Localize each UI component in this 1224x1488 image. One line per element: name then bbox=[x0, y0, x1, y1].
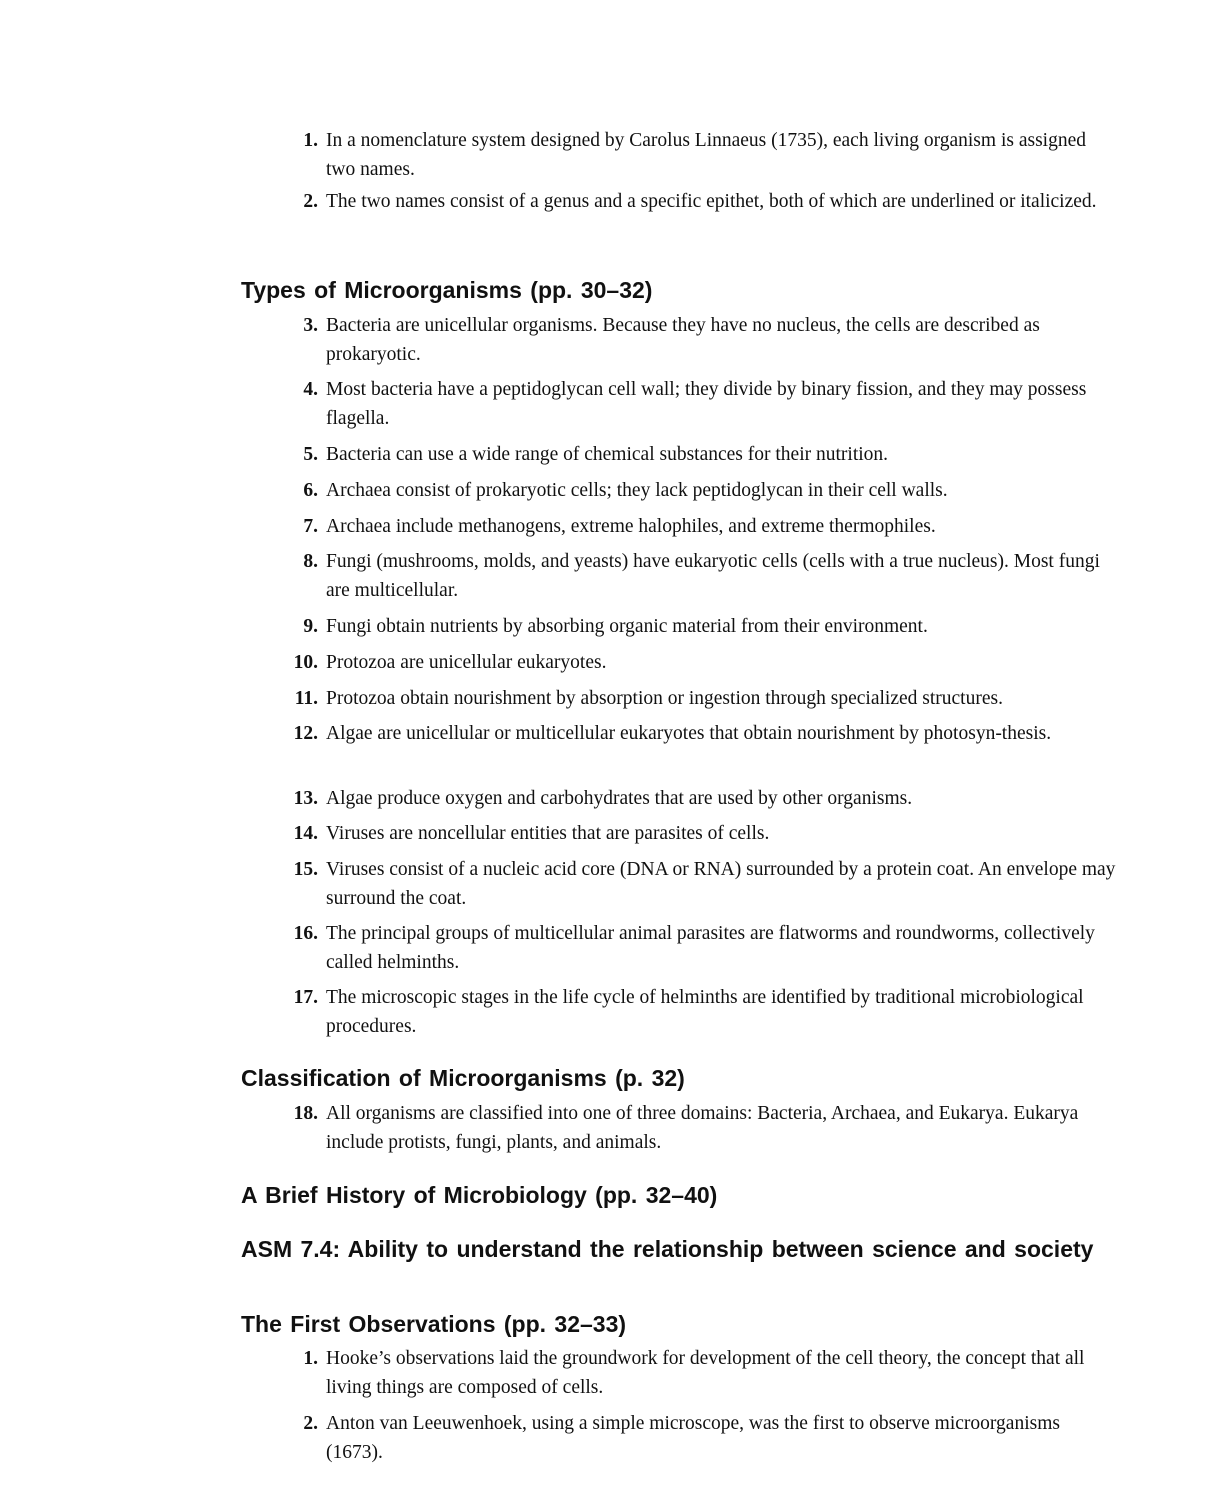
item-text: Protozoa are unicellular eukaryotes. bbox=[326, 652, 607, 673]
list-item bbox=[280, 684, 1120, 713]
item-number: 17. bbox=[293, 987, 318, 1008]
item-number: 11. bbox=[294, 688, 318, 709]
item-number: 13. bbox=[293, 788, 318, 809]
list-item bbox=[280, 784, 1120, 813]
section-heading-types: Types of Microorganisms (pp. 30–32) bbox=[241, 277, 653, 303]
item-number: 10. bbox=[293, 652, 318, 673]
item-text: Anton van Leeuwenhoek, using a simple microscope, was the first to observe microorganisms (1673). bbox=[326, 1413, 1060, 1463]
section-heading-classification: Classification of Microorganisms (p. 32) bbox=[241, 1065, 685, 1091]
list-item bbox=[280, 919, 1120, 977]
list-item bbox=[280, 1099, 1120, 1157]
list-item bbox=[280, 512, 1120, 541]
item-text: Bacteria can use a wide range of chemical substances for their nutrition. bbox=[326, 444, 889, 465]
item-text: Algae are unicellular or multicellular eukaryotes that obtain nourishment by photosyn-thesis. bbox=[326, 723, 1052, 744]
item-number: 12. bbox=[293, 723, 318, 744]
list-item bbox=[280, 983, 1120, 1041]
item-number: 6. bbox=[303, 480, 318, 501]
list-item bbox=[280, 1409, 1120, 1467]
item-number: 9. bbox=[303, 616, 318, 637]
section-heading-first-observations: The First Observations (pp. 32–33) bbox=[241, 1311, 627, 1337]
item-text: Bacteria are unicellular organisms. Because they have no nucleus, the cells are described as prokaryotic. bbox=[326, 315, 1040, 365]
item-text: Archaea consist of prokaryotic cells; they lack peptidoglycan in their cell walls. bbox=[326, 480, 948, 501]
item-text: All organisms are classified into one of three domains: Bacteria, Archaea, and Eukarya. Eukarya include protists, fungi, plants, and animals. bbox=[326, 1103, 1079, 1153]
list-item bbox=[280, 1344, 1120, 1402]
list-item bbox=[280, 311, 1120, 369]
item-text: Protozoa obtain nourishment by absorption or ingestion through specialized structures. bbox=[326, 688, 1003, 709]
item-text: The microscopic stages in the life cycle of helminths are identified by traditional microbiological procedures. bbox=[326, 987, 1084, 1037]
item-number: 15. bbox=[293, 859, 318, 880]
list-item bbox=[280, 476, 1120, 505]
item-text: Viruses consist of a nucleic acid core (DNA or RNA) surrounded by a protein coat. An envelope may surround the coat. bbox=[326, 859, 1116, 909]
section-heading-history: A Brief History of Microbiology (pp. 32–40) bbox=[241, 1182, 718, 1208]
list-item bbox=[280, 612, 1120, 641]
item-text: Archaea include methanogens, extreme halophiles, and extreme thermophiles. bbox=[326, 516, 936, 537]
list-item bbox=[280, 855, 1120, 913]
list-item bbox=[280, 547, 1120, 605]
item-number: 2. bbox=[303, 1413, 318, 1434]
item-text: Fungi obtain nutrients by absorbing organic material from their environment. bbox=[326, 616, 928, 637]
list-item bbox=[280, 440, 1120, 469]
item-text: The principal groups of multicellular animal parasites are flatworms and roundworms, collectively called helminths. bbox=[326, 923, 1095, 973]
list-item bbox=[280, 648, 1120, 677]
item-number: 18. bbox=[293, 1103, 318, 1124]
item-number: 4. bbox=[303, 379, 318, 400]
list-item bbox=[280, 375, 1120, 433]
item-number: 16. bbox=[293, 923, 318, 944]
item-text: Hooke’s observations laid the groundwork for development of the cell theory, the concept that all living things are composed of cells. bbox=[326, 1348, 1085, 1398]
item-text: Algae produce oxygen and carbohydrates that are used by other organisms. bbox=[326, 788, 913, 809]
item-text: Viruses are noncellular entities that are parasites of cells. bbox=[326, 823, 770, 844]
item-text: In a nomenclature system designed by Carolus Linnaeus (1735), each living organism is assigned two names. bbox=[326, 130, 1086, 180]
item-text: Fungi (mushrooms, molds, and yeasts) have eukaryotic cells (cells with a true nucleus). Most fungi are multicellular. bbox=[326, 551, 1100, 601]
item-number: 3. bbox=[303, 315, 318, 336]
list-item bbox=[280, 187, 1120, 216]
list-item bbox=[280, 719, 1120, 748]
item-number: 8. bbox=[303, 551, 318, 572]
item-number: 7. bbox=[303, 516, 318, 537]
item-number: 14. bbox=[293, 823, 318, 844]
item-number: 2. bbox=[303, 191, 318, 212]
item-number: 1. bbox=[303, 1348, 318, 1369]
item-number: 1. bbox=[303, 130, 318, 151]
list-item bbox=[280, 819, 1120, 848]
list-item bbox=[280, 126, 1120, 184]
section-heading-asm: ASM 7.4: Ability to understand the relationship between science and society bbox=[241, 1236, 1094, 1262]
item-text: Most bacteria have a peptidoglycan cell wall; they divide by binary fission, and they may possess flagella. bbox=[326, 379, 1087, 429]
item-text: The two names consist of a genus and a specific epithet, both of which are underlined or italicized. bbox=[326, 191, 1097, 212]
item-number: 5. bbox=[303, 444, 318, 465]
